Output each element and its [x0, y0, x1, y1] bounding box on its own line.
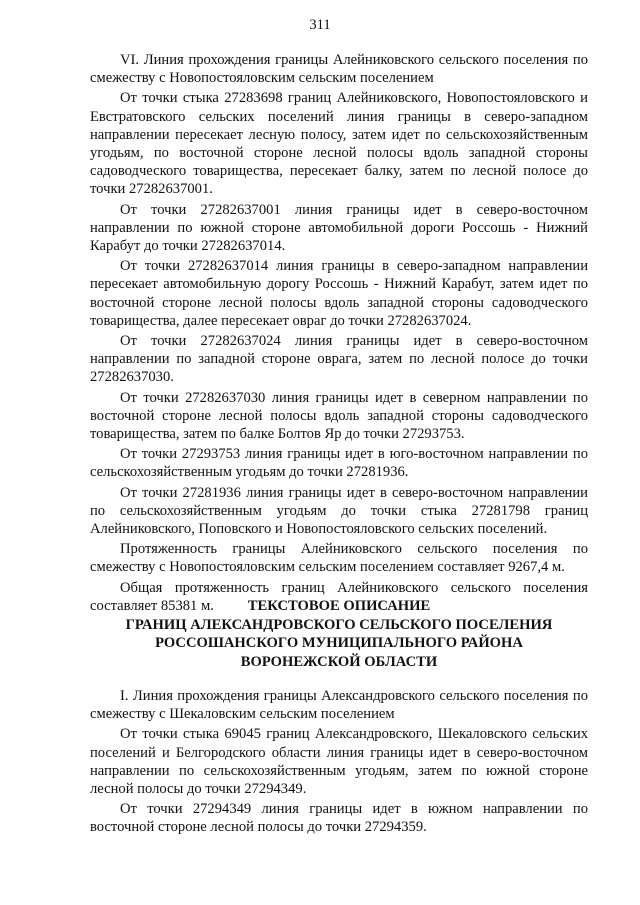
paragraph: От точки стыка 69045 границ Александровского, Шекаловского сельских поселений и Белгородского области линия границы идет в северо-восточном направлении по сельскохозяйственным угодьям, затем по южной стороне лесной полосы до точки 27294349.: [90, 726, 588, 798]
paragraph: От точки 27282637001 линия границы идет в северо-восточном направлении по южной стороне автомобильной дороги Россошь - Нижний Карабут до точки 27282637014.: [90, 201, 588, 255]
paragraph: От точки стыка 27283698 границ Алейниковского, Новопостояловского и Евстратовского сельских поселений линия границы в северо-западном направлении пересекает лесную полосу, затем идет по сельскохозяйственным угодьям, по восточной стороне лесной полосы вдоль западной стороны садоводческого товарищества, пересекает балку, затем по лесной полосе до точки 27282637001.: [90, 90, 588, 198]
heading-line: ТЕКСТОВОЕ ОПИСАНИЕ: [247, 598, 431, 614]
paragraph: От точки 27293753 линия границы идет в юго-восточном направлении по сельскохозяйственным угодьям до точки 27281936.: [90, 446, 588, 481]
heading-line: ГРАНИЦ АЛЕКСАНДРОВСКОГО СЕЛЬСКОГО ПОСЕЛЕНИЯ: [125, 616, 553, 633]
paragraph: От точки 27282637014 линия границы в северо-западном направлении пересекает автомобильную дорогу Россошь - Нижний Карабут, затем идет по восточной стороне лесной полосы вдоль западной стороны садоводческого товарищества, далее пересекает овраг до точки 27282637024.: [90, 258, 588, 329]
paragraph: Общая протяженность границ Алейниковского сельского поселения составляет 85381 м.: [90, 579, 588, 614]
document-heading: [90, 597, 588, 671]
section-vi: [90, 51, 588, 615]
paragraph: От точки 27281936 линия границы идет в северо-восточном направлении по сельскохозяйственным угодьям до точки стыка 27281798 границ Алейниковского, Поповского и Новопостояловского сельских поселений.: [90, 484, 588, 538]
page-number: 311: [309, 17, 331, 33]
paragraph: Протяженность границы Алейниковского сельского поселения по смежеству с Новопостояловским сельским поселением составляет 9267,4 м.: [90, 541, 588, 576]
paragraph: От точки 27282637024 линия границы идет в северо-восточном направлении по западной стороне оврага, затем по лесной полосе до точки 27282637030.: [90, 333, 588, 386]
heading-line: ВОРОНЕЖСКОЙ ОБЛАСТИ: [240, 653, 438, 670]
section-title: I. Линия прохождения границы Александровского сельского поселения по смежеству с Шекаловским сельским поселением: [90, 688, 588, 723]
paragraph: От точки 27294349 линия границы идет в южном направлении по восточной стороне лесной полосы до точки 27294359.: [90, 801, 588, 836]
heading-line: РОССОШАНСКОГО МУНИЦИПАЛЬНОГО РАЙОНА: [155, 635, 523, 651]
section-i: [90, 687, 588, 837]
section-title: VI. Линия прохождения границы Алейниковского сельского поселения по смежеству с Новопостояловским сельским поселением: [90, 52, 588, 87]
paragraph: От точки 27282637030 линия границы идет в северном направлении по восточной стороне лесной полосы вдоль западной стороны садоводческого товарищества, затем по балке Болтов Яр до точки 27293753.: [90, 389, 588, 443]
